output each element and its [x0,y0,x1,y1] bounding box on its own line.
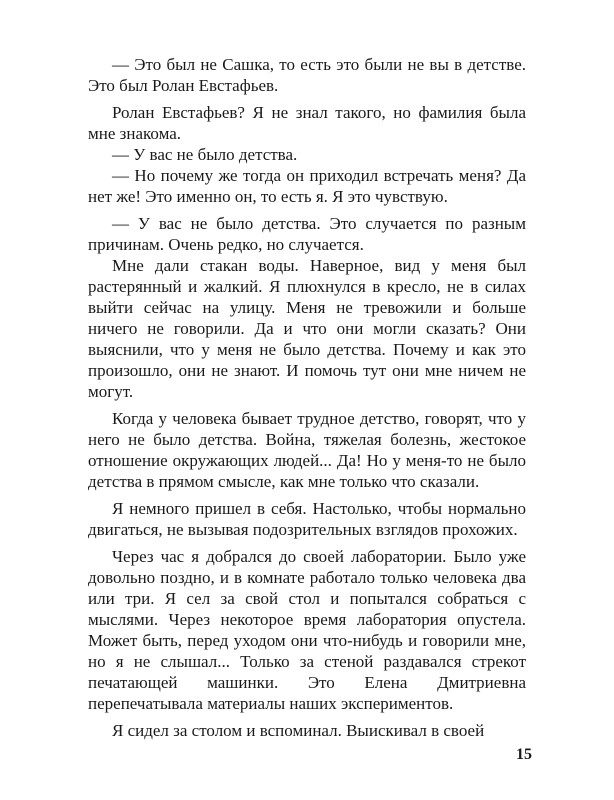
paragraph: — Но почему же тогда он приходил встречать меня? Да нет же! Это именно он, то есть я. Я это чувствую. [88,166,526,206]
paragraph: Я сидел за столом и вспоминал. Выискивал в своей [112,721,485,740]
page-number: 15 [516,746,532,763]
body-text [88,54,526,741]
paragraph: — Это был не Сашка, то есть это были не вы в детстве. Это был Ролан Евстафьев. [88,55,526,95]
paragraph: Я немного пришел в себя. Настолько, чтобы нормально двигаться, не вызывая подозрительных взглядов прохожих. [88,499,526,539]
paragraph: Когда у человека бывает трудное детство, говорят, что у него не было детства. Война, тяжелая болезнь, жестокое отношение окружающих людей... Да! Но у меня-то не было детства в прямом смысле, как мне только что сказали. [88,409,526,491]
paragraph: Мне дали стакан воды. Наверное, вид у меня был растерянный и жалкий. Я плюхнулся в кресло, не в силах выйти сейчас на улицу. Меня не тревожили и больше ничего не говорили. Да и что они могли сказать? Они выяснили, что у меня не было детства. Почему и как это произошло, они не знают. И помочь тут они мне ничем не могут. [88,256,526,401]
paragraph: Ролан Евстафьев? Я не знал такого, но фамилия была мне знакома. [88,103,526,143]
paragraph: — У вас не было детства. [112,145,298,164]
paragraph: — У вас не было детства. Это случается по разным причинам. Очень редко, но случается. [88,214,526,254]
paragraph: Через час я добрался до своей лаборатории. Было уже довольно поздно, и в комнате работало только человека два или три. Я сел за свой стол и попытался собраться с мыслями. Через некоторое время лаборатория опустела. Может быть, перед уходом они что-нибудь и говорили мне, но я не слышал... Только за стеной раздавался стрекот печатающей машинки. Это Елена Дмитриевна перепечатывала материалы наших экспериментов. [88,547,526,713]
